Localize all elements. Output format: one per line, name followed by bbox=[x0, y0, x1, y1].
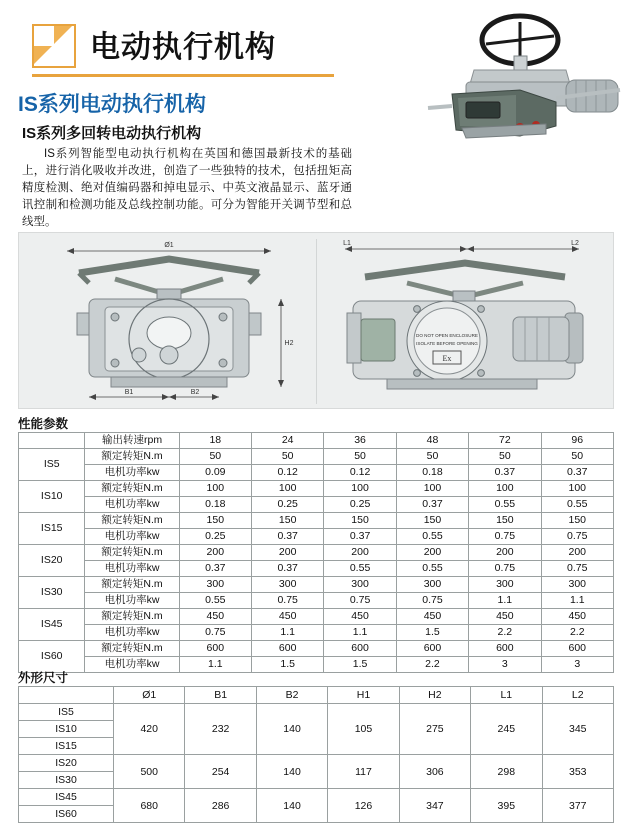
dim-header-1: Ø1 bbox=[114, 687, 185, 704]
product-photo bbox=[370, 10, 622, 140]
table-header-row bbox=[19, 687, 614, 704]
cell: 1.5 bbox=[251, 657, 323, 673]
cell: 300 bbox=[179, 577, 251, 593]
cell: 0.37 bbox=[251, 561, 323, 577]
svg-text:DO NOT OPEN ENCLOSURE: DO NOT OPEN ENCLOSURE bbox=[416, 333, 478, 338]
cell: 150 bbox=[541, 513, 613, 529]
cell: 450 bbox=[324, 609, 396, 625]
cell: 450 bbox=[179, 609, 251, 625]
intro-paragraph: IS系列智能型电动执行机构在英国和德国最新技术的基础上，进行消化吸收并改进，创造了一些独特的技术，包括扭矩高精度检测、绝对值编码器和掉电显示、中英文液晶显示、蓝牙通讯控制和检测功能及总线控制功能。可分为智能开关调节型和总线型。 bbox=[22, 148, 352, 228]
cell: 0.25 bbox=[251, 497, 323, 513]
cell: 50 bbox=[324, 449, 396, 465]
dim-model-is10: IS10 bbox=[19, 721, 114, 738]
svg-text:Ex: Ex bbox=[442, 354, 452, 363]
table-row bbox=[19, 561, 614, 577]
row-label-power: 电机功率kw bbox=[85, 561, 179, 577]
cell: 2.2 bbox=[396, 657, 468, 673]
model-label-is60: IS60 bbox=[19, 641, 85, 673]
cell: 2.2 bbox=[469, 625, 541, 641]
dim-model-is5: IS5 bbox=[19, 704, 114, 721]
cell: 0.55 bbox=[396, 561, 468, 577]
table-row bbox=[19, 513, 614, 529]
dim-header-5: H2 bbox=[399, 687, 470, 704]
table-header-row bbox=[19, 433, 614, 449]
cell: 450 bbox=[541, 609, 613, 625]
cell: 298 bbox=[471, 755, 542, 789]
svg-text:ISOLATE BEFORE OPENING: ISOLATE BEFORE OPENING bbox=[416, 341, 478, 346]
cell: 377 bbox=[542, 789, 613, 823]
title-underline bbox=[32, 74, 334, 77]
row-label-torque: 额定转矩N.m bbox=[85, 545, 179, 561]
cell: 0.37 bbox=[396, 497, 468, 513]
perf-corner-label: 输出转速rpm bbox=[85, 433, 179, 449]
cell: 0.55 bbox=[469, 497, 541, 513]
cell: 420 bbox=[114, 704, 185, 755]
row-label-power: 电机功率kw bbox=[85, 465, 179, 481]
model-label-is10: IS10 bbox=[19, 481, 85, 513]
dim-model-is30: IS30 bbox=[19, 772, 114, 789]
table-row bbox=[19, 641, 614, 657]
table-row bbox=[19, 704, 614, 721]
front-view-drawing bbox=[19, 233, 315, 408]
cell: 140 bbox=[256, 704, 327, 755]
model-label-is15: IS15 bbox=[19, 513, 85, 545]
speed-col-4: 72 bbox=[469, 433, 541, 449]
cell: 1.5 bbox=[396, 625, 468, 641]
dim-header-3: B2 bbox=[256, 687, 327, 704]
row-label-torque: 额定转矩N.m bbox=[85, 481, 179, 497]
table-row bbox=[19, 789, 614, 806]
cell: 232 bbox=[185, 704, 256, 755]
svg-text:L1: L1 bbox=[343, 240, 351, 247]
cell: 1.1 bbox=[324, 625, 396, 641]
section-heading: IS系列多回转电动执行机构 bbox=[22, 125, 202, 142]
cell: 0.12 bbox=[324, 465, 396, 481]
cell: 0.75 bbox=[324, 593, 396, 609]
svg-text:H2: H2 bbox=[284, 340, 294, 347]
cell: 347 bbox=[399, 789, 470, 823]
cell: 105 bbox=[328, 704, 399, 755]
dim-header-4: H1 bbox=[328, 687, 399, 704]
cell: 100 bbox=[541, 481, 613, 497]
cell: 300 bbox=[324, 577, 396, 593]
cell: 0.18 bbox=[179, 497, 251, 513]
speed-col-5: 96 bbox=[541, 433, 613, 449]
cell: 50 bbox=[251, 449, 323, 465]
cell: 0.75 bbox=[251, 593, 323, 609]
cell: 254 bbox=[185, 755, 256, 789]
cell: 0.37 bbox=[324, 529, 396, 545]
cell: 1.1 bbox=[179, 657, 251, 673]
dim-model-is60: IS60 bbox=[19, 806, 114, 823]
cell: 200 bbox=[469, 545, 541, 561]
dim-header-7: L2 bbox=[542, 687, 613, 704]
cell: 300 bbox=[251, 577, 323, 593]
svg-text:Ø1: Ø1 bbox=[164, 242, 174, 249]
cell: 100 bbox=[251, 481, 323, 497]
cell: 3 bbox=[541, 657, 613, 673]
table-row bbox=[19, 449, 614, 465]
row-label-torque: 额定转矩N.m bbox=[85, 609, 179, 625]
row-label-power: 电机功率kw bbox=[85, 625, 179, 641]
table-row bbox=[19, 755, 614, 772]
dim-model-is45: IS45 bbox=[19, 789, 114, 806]
row-label-torque: 额定转矩N.m bbox=[85, 577, 179, 593]
cell: 2.2 bbox=[541, 625, 613, 641]
performance-table bbox=[18, 432, 614, 673]
cell: 306 bbox=[399, 755, 470, 789]
cell: 245 bbox=[471, 704, 542, 755]
cell: 0.37 bbox=[541, 465, 613, 481]
table-row bbox=[19, 609, 614, 625]
cell: 140 bbox=[256, 789, 327, 823]
cell: 450 bbox=[251, 609, 323, 625]
cell: 126 bbox=[328, 789, 399, 823]
cell: 0.18 bbox=[396, 465, 468, 481]
svg-text:L2: L2 bbox=[571, 240, 579, 247]
row-label-power: 电机功率kw bbox=[85, 529, 179, 545]
cell: 200 bbox=[179, 545, 251, 561]
cell: 0.37 bbox=[179, 561, 251, 577]
cell: 345 bbox=[542, 704, 613, 755]
cell: 50 bbox=[396, 449, 468, 465]
cell: 0.55 bbox=[179, 593, 251, 609]
dim-header-2: B1 bbox=[185, 687, 256, 704]
cell: 1.1 bbox=[251, 625, 323, 641]
cell: 200 bbox=[324, 545, 396, 561]
cell: 500 bbox=[114, 755, 185, 789]
cell: 0.37 bbox=[251, 529, 323, 545]
row-label-torque: 额定转矩N.m bbox=[85, 449, 179, 465]
row-label-torque: 额定转矩N.m bbox=[85, 641, 179, 657]
table-row bbox=[19, 529, 614, 545]
cell: 600 bbox=[469, 641, 541, 657]
cell: 680 bbox=[114, 789, 185, 823]
cell: 300 bbox=[541, 577, 613, 593]
series-heading: IS系列电动执行机构 bbox=[18, 93, 206, 116]
dim-header-6: L1 bbox=[471, 687, 542, 704]
dim-model-is20: IS20 bbox=[19, 755, 114, 772]
dim-header-0 bbox=[19, 687, 114, 704]
speed-col-3: 48 bbox=[396, 433, 468, 449]
cell: 3 bbox=[469, 657, 541, 673]
cell: 100 bbox=[469, 481, 541, 497]
cell: 1.1 bbox=[541, 593, 613, 609]
cell: 0.12 bbox=[251, 465, 323, 481]
row-label-torque: 额定转矩N.m bbox=[85, 513, 179, 529]
cell: 0.75 bbox=[469, 529, 541, 545]
cell: 100 bbox=[396, 481, 468, 497]
dimension-table bbox=[18, 686, 614, 823]
svg-text:B1: B1 bbox=[124, 389, 134, 396]
cell: 0.25 bbox=[324, 497, 396, 513]
cell: 1.5 bbox=[324, 657, 396, 673]
cell: 600 bbox=[251, 641, 323, 657]
table-row bbox=[19, 577, 614, 593]
cell: 0.75 bbox=[396, 593, 468, 609]
cell: 600 bbox=[541, 641, 613, 657]
cell: 200 bbox=[541, 545, 613, 561]
cell: 150 bbox=[324, 513, 396, 529]
cell: 0.75 bbox=[541, 529, 613, 545]
cell: 150 bbox=[396, 513, 468, 529]
table-row bbox=[19, 465, 614, 481]
cell: 200 bbox=[396, 545, 468, 561]
cell: 50 bbox=[469, 449, 541, 465]
cell: 50 bbox=[541, 449, 613, 465]
cell: 395 bbox=[471, 789, 542, 823]
cell: 150 bbox=[469, 513, 541, 529]
row-label-power: 电机功率kw bbox=[85, 497, 179, 513]
cell: 600 bbox=[324, 641, 396, 657]
cell: 353 bbox=[542, 755, 613, 789]
cell: 150 bbox=[179, 513, 251, 529]
speed-col-0: 18 bbox=[179, 433, 251, 449]
page-title: 电动执行机构 bbox=[90, 31, 276, 64]
cell: 0.75 bbox=[179, 625, 251, 641]
dimension-section-label: 外形尺寸 bbox=[18, 671, 69, 685]
cell: 150 bbox=[251, 513, 323, 529]
cell: 200 bbox=[251, 545, 323, 561]
cell: 0.09 bbox=[179, 465, 251, 481]
dim-model-is15: IS15 bbox=[19, 738, 114, 755]
cell: 450 bbox=[469, 609, 541, 625]
cell: 140 bbox=[256, 755, 327, 789]
model-label-is45: IS45 bbox=[19, 609, 85, 641]
speed-col-1: 24 bbox=[251, 433, 323, 449]
brand-logo-icon bbox=[32, 24, 78, 70]
model-label-is30: IS30 bbox=[19, 577, 85, 609]
perf-corner-empty bbox=[19, 433, 85, 449]
cell: 0.55 bbox=[324, 561, 396, 577]
cell: 0.55 bbox=[541, 497, 613, 513]
table-row bbox=[19, 497, 614, 513]
cell: 0.55 bbox=[396, 529, 468, 545]
performance-section-label: 性能参数 bbox=[18, 417, 69, 431]
cell: 275 bbox=[399, 704, 470, 755]
cell: 100 bbox=[324, 481, 396, 497]
model-label-is20: IS20 bbox=[19, 545, 85, 577]
cell: 0.75 bbox=[469, 561, 541, 577]
technical-drawings-panel bbox=[18, 232, 614, 409]
cell: 1.1 bbox=[469, 593, 541, 609]
cell: 50 bbox=[179, 449, 251, 465]
table-row bbox=[19, 481, 614, 497]
cell: 600 bbox=[396, 641, 468, 657]
table-row bbox=[19, 545, 614, 561]
cell: 117 bbox=[328, 755, 399, 789]
svg-text:B2: B2 bbox=[190, 389, 200, 396]
cell: 286 bbox=[185, 789, 256, 823]
cell: 0.75 bbox=[541, 561, 613, 577]
table-row bbox=[19, 657, 614, 673]
side-view-drawing bbox=[317, 233, 613, 408]
row-label-power: 电机功率kw bbox=[85, 593, 179, 609]
table-row bbox=[19, 625, 614, 641]
cell: 600 bbox=[179, 641, 251, 657]
table-row bbox=[19, 593, 614, 609]
cell: 0.25 bbox=[179, 529, 251, 545]
cell: 0.37 bbox=[469, 465, 541, 481]
cell: 300 bbox=[396, 577, 468, 593]
cell: 100 bbox=[179, 481, 251, 497]
cell: 450 bbox=[396, 609, 468, 625]
cell: 300 bbox=[469, 577, 541, 593]
speed-col-2: 36 bbox=[324, 433, 396, 449]
model-label-is5: IS5 bbox=[19, 449, 85, 481]
row-label-power: 电机功率kw bbox=[85, 657, 179, 673]
